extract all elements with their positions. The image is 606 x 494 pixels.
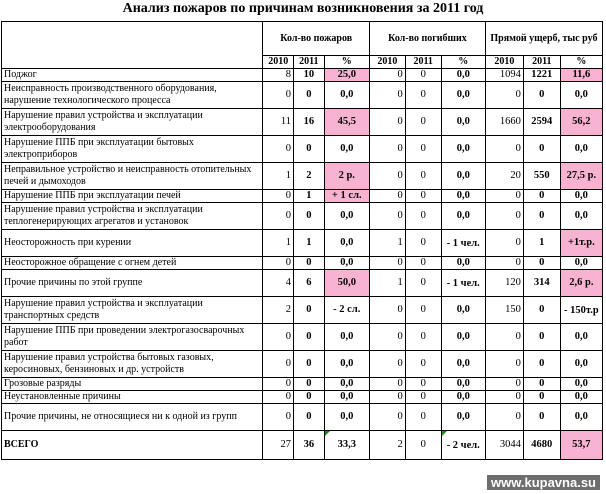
header-year-2010: 2010 [263, 56, 294, 69]
row-label: Неосторожность при курении [2, 230, 263, 257]
table-cell: 550 [523, 163, 560, 190]
table-cell: 0 [294, 203, 325, 230]
table-cell: 0 [405, 404, 441, 431]
fire-analysis-table [1, 21, 603, 460]
table-cell: 2,6 р. [560, 270, 602, 297]
table-cell: 0,0 [441, 378, 485, 391]
table-cell: 0,0 [441, 136, 485, 163]
row-label: Неустановленные причины [2, 391, 263, 404]
table-cell: 0 [523, 351, 560, 378]
table-cell: 2594 [523, 109, 560, 136]
table-cell: 0,0 [441, 203, 485, 230]
table-cell: 0 [485, 190, 523, 203]
table-cell: 0,0 [324, 82, 369, 109]
table-cell: 27 [263, 431, 294, 460]
row-label: Прочие причины по этой группе [2, 270, 263, 297]
table-cell: 0 [263, 257, 294, 270]
header-corner [2, 22, 263, 69]
table-cell: 0,0 [324, 378, 369, 391]
row-label: ВСЕГО [2, 431, 263, 460]
table-cell: 0,0 [441, 69, 485, 82]
table-cell: 0 [369, 378, 405, 391]
table-cell: 0 [294, 391, 325, 404]
table-cell: 0 [485, 257, 523, 270]
table-cell: 1 [294, 190, 325, 203]
table-cell: 2 [369, 431, 405, 460]
table-cell: 0 [369, 203, 405, 230]
table-cell: 0 [369, 257, 405, 270]
table-cell: 0,0 [560, 82, 602, 109]
table-cell: 0,0 [441, 257, 485, 270]
header-year-2011: 2011 [523, 56, 560, 69]
table-cell: 0,0 [324, 391, 369, 404]
table-cell: 0,0 [324, 324, 369, 351]
page-title: Анализ пожаров по причинам возникновения за 2011 год [122, 1, 484, 16]
table-cell: 0,0 [560, 257, 602, 270]
table-cell: 0,0 [560, 404, 602, 431]
table-cell: 53,7 [560, 431, 602, 460]
table-cell: - 2 сл. [324, 297, 369, 324]
table-cell: 0 [405, 190, 441, 203]
table-cell: 0 [369, 190, 405, 203]
table-cell: 6 [294, 270, 325, 297]
table-cell: 0 [294, 404, 325, 431]
table-cell: 0 [485, 324, 523, 351]
header-deaths: Кол-во погибших [369, 22, 485, 56]
row-label: Нарушение ППБ при эксплуатации бытовых электроприборов [2, 136, 263, 163]
table-cell: 0,0 [324, 257, 369, 270]
header-damage: Прямой ущерб, тыс руб [485, 22, 602, 56]
table-row [2, 203, 603, 230]
table-row [2, 404, 603, 431]
table-cell: 0,0 [441, 404, 485, 431]
table-cell: 0,0 [441, 391, 485, 404]
table-cell: 1660 [485, 109, 523, 136]
table-cell: 0 [405, 69, 441, 82]
table-cell: 0,0 [324, 203, 369, 230]
table-cell: 0 [263, 203, 294, 230]
table-cell: 0 [405, 391, 441, 404]
table-cell: 0 [523, 297, 560, 324]
table-cell: 0 [523, 391, 560, 404]
table-cell: 0 [405, 230, 441, 257]
table-cell: 1 [294, 230, 325, 257]
table-cell: 0,0 [441, 163, 485, 190]
table-cell: - 150т.р [560, 297, 602, 324]
table-cell: 0 [405, 270, 441, 297]
table-cell: 0,0 [560, 136, 602, 163]
table-cell: 0 [294, 378, 325, 391]
row-label: Нарушение правил устройства бытовых газовых, керосиновых, бензиновых и др. устройств [2, 351, 263, 378]
table-cell: 1 [369, 230, 405, 257]
table-cell: 0 [294, 257, 325, 270]
table-cell: 150 [485, 297, 523, 324]
table-cell: 11 [263, 109, 294, 136]
table-row [2, 109, 603, 136]
table-cell: 1 [523, 230, 560, 257]
table-cell: 0 [405, 297, 441, 324]
table-cell: 0 [405, 257, 441, 270]
table-row [2, 324, 603, 351]
table-cell: +1т.р. [560, 230, 602, 257]
table-cell: 0,0 [324, 351, 369, 378]
row-label: Прочие причины, не относящиеся ни к одной из групп [2, 404, 263, 431]
table-cell: 0 [405, 82, 441, 109]
table-cell: 2 р. [324, 163, 369, 190]
table-cell: 0 [405, 109, 441, 136]
table-cell: 0 [405, 378, 441, 391]
table-cell: 10 [294, 69, 325, 82]
table-cell: 0 [405, 136, 441, 163]
row-label: Нарушение ППБ при эксплуатации печей [2, 190, 263, 203]
table-cell: 0 [485, 351, 523, 378]
row-label: Нарушение правил устройства и эксплуатации теплогенерирующих агрегатов и установок [2, 203, 263, 230]
table-cell: 1094 [485, 69, 523, 82]
table-cell: 27,5 р. [560, 163, 602, 190]
table-cell: 0 [523, 190, 560, 203]
table-cell: 0,0 [441, 190, 485, 203]
table-cell: 0 [369, 324, 405, 351]
table-row [2, 136, 603, 163]
table-cell: 1 [263, 230, 294, 257]
table-cell: 0 [263, 391, 294, 404]
row-label: Неправильное устройство и неисправность отопительных печей и дымоходов [2, 163, 263, 190]
table-cell: 25,0 [324, 69, 369, 82]
table-cell: 0 [369, 163, 405, 190]
table-cell: 4 [263, 270, 294, 297]
table-cell: 0,0 [560, 324, 602, 351]
table-cell: 120 [485, 270, 523, 297]
table-cell: 2 [263, 297, 294, 324]
table-cell: 0 [523, 203, 560, 230]
table-cell: 0 [485, 391, 523, 404]
table-cell: 0 [263, 82, 294, 109]
table-cell: 0 [405, 203, 441, 230]
row-label: Нарушение правил устройства и эксплуатации электрооборудования [2, 109, 263, 136]
table-cell: 3044 [485, 431, 523, 460]
header-pct: % [560, 56, 602, 69]
table-row [2, 230, 603, 257]
table-cell: 0 [294, 136, 325, 163]
row-label: Нарушение правил устройства и эксплуатации транспортных средств [2, 297, 263, 324]
table-cell: 0,0 [560, 391, 602, 404]
table-cell: 4680 [523, 431, 560, 460]
table-cell: 20 [485, 163, 523, 190]
table-row [2, 391, 603, 404]
table-cell: 2 [294, 163, 325, 190]
table-cell: 0 [485, 230, 523, 257]
table-cell: 8 [263, 69, 294, 82]
table-cell: 0,0 [441, 351, 485, 378]
table-cell: 36 [294, 431, 325, 460]
header-fires: Кол-во пожаров [263, 22, 369, 56]
table-row [2, 297, 603, 324]
table-cell: 1 [369, 270, 405, 297]
table-row [2, 257, 603, 270]
table-cell: 0 [485, 203, 523, 230]
table-cell: 0 [485, 404, 523, 431]
table-row [2, 82, 603, 109]
table-cell: 0 [369, 136, 405, 163]
table-cell: 0 [485, 82, 523, 109]
table-cell: 0 [523, 324, 560, 351]
table-row [2, 351, 603, 378]
table-cell: + 1 сл. [324, 190, 369, 203]
table-cell: 0 [369, 351, 405, 378]
table-cell: 0 [405, 163, 441, 190]
table-cell: 0,0 [324, 230, 369, 257]
table-cell: 0 [405, 324, 441, 351]
table-cell: 0 [263, 136, 294, 163]
table-cell: 0,0 [441, 82, 485, 109]
table-row [2, 378, 603, 391]
row-label: Нарушение ППБ при проведении электрогазосварочных работ [2, 324, 263, 351]
table-cell: 0,0 [560, 378, 602, 391]
table-cell: 16 [294, 109, 325, 136]
table-cell: 1 [263, 163, 294, 190]
table-cell: 0 [523, 82, 560, 109]
table-row [2, 431, 603, 460]
table-cell: 0 [405, 431, 441, 460]
table-cell: 0,0 [441, 297, 485, 324]
table-cell: 33,3 [324, 431, 369, 460]
header-pct: % [441, 56, 485, 69]
table-cell: 0,0 [441, 324, 485, 351]
table-cell: 50,0 [324, 270, 369, 297]
table-cell: 45,5 [324, 109, 369, 136]
row-label: Поджог [2, 69, 263, 82]
table-cell: 11,6 [560, 69, 602, 82]
table-cell: 0,0 [560, 351, 602, 378]
table-cell: 0 [369, 404, 405, 431]
table-cell: 0 [263, 351, 294, 378]
table-cell: 0 [405, 351, 441, 378]
table-cell: 0 [369, 391, 405, 404]
table-cell: 0 [263, 324, 294, 351]
table-cell: 0,0 [560, 190, 602, 203]
table-cell: 0 [369, 69, 405, 82]
table-cell: - 2 чел. [441, 431, 485, 460]
table-cell: 0 [523, 136, 560, 163]
table-cell: 0 [263, 404, 294, 431]
header-pct: % [324, 56, 369, 69]
table-cell: 0 [263, 378, 294, 391]
table-cell: 0 [523, 378, 560, 391]
table-cell: 0,0 [560, 203, 602, 230]
table-row [2, 270, 603, 297]
table-cell: 0 [294, 82, 325, 109]
table-cell: 0,0 [324, 136, 369, 163]
table-cell: 0 [294, 324, 325, 351]
header-year-2011: 2011 [294, 56, 325, 69]
table-row [2, 163, 603, 190]
table-cell: 1221 [523, 69, 560, 82]
table-row [2, 69, 603, 82]
table-cell: - 1 чел. [441, 230, 485, 257]
table-cell: 314 [523, 270, 560, 297]
header-year-2010: 2010 [485, 56, 523, 69]
row-label: Неосторожное обращение с огнем детей [2, 257, 263, 270]
table-cell: 0,0 [441, 109, 485, 136]
table-cell: - 1 чел. [441, 270, 485, 297]
table-cell: 0 [523, 257, 560, 270]
table-cell: 0 [485, 378, 523, 391]
header-year-2011: 2011 [405, 56, 441, 69]
table-cell: 0 [485, 136, 523, 163]
table-cell: 0 [369, 82, 405, 109]
table-cell: 0 [369, 109, 405, 136]
row-label: Неисправность производственного оборудования, нарушение технологического процесса [2, 82, 263, 109]
table-cell: 0,0 [324, 404, 369, 431]
table-cell: 0 [294, 351, 325, 378]
table-cell: 0 [263, 190, 294, 203]
row-label: Грозовые разряды [2, 378, 263, 391]
table-row [2, 190, 603, 203]
table-cell: 0 [294, 297, 325, 324]
table-cell: 56,2 [560, 109, 602, 136]
watermark: www.kupavna.su [487, 475, 600, 490]
table-cell: 0 [369, 297, 405, 324]
table-cell: 0 [523, 404, 560, 431]
header-year-2010: 2010 [369, 56, 405, 69]
